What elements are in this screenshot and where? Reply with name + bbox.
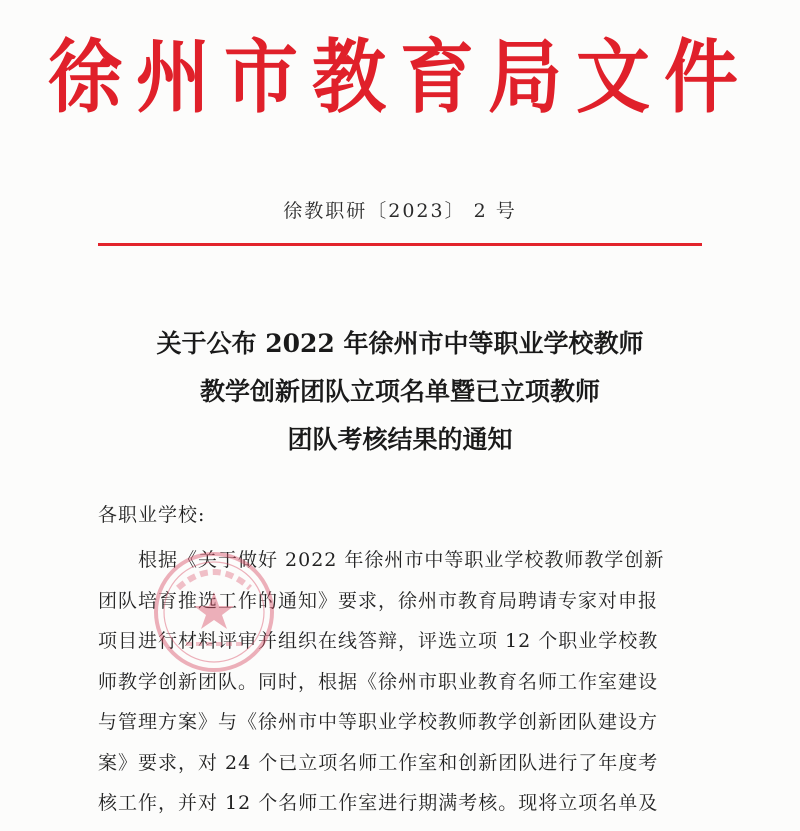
body-line: 项目进行材料评审并组织在线答辩，评选立项 12 个职业学校教 — [98, 630, 659, 652]
body-line: 师教学创新团队。同时，根据《徐州市职业教育名师工作室建设 — [98, 670, 659, 693]
body-paragraph — [98, 540, 708, 824]
red-divider — [98, 243, 702, 246]
title-line-3: 团队考核结果的通知 — [287, 425, 513, 454]
body-line: 根据《关于做好 2022 年徐州市中等职业学校教师教学创新 — [138, 549, 665, 571]
body-line: 与管理方案》与《徐州市中等职业学校教师教学创新团队建设方 — [98, 711, 659, 733]
title-line-2: 教学创新团队立项名单暨已立项教师 — [199, 377, 600, 406]
body-line: 核工作，并对 12 个名师工作室进行期满考核。现将立项名单及 — [98, 792, 659, 814]
masthead-title: 徐州市教育局文件 — [48, 31, 752, 125]
body-line: 案》要求，对 24 个已立项名师工作室和创新团队进行了年度考 — [98, 751, 659, 774]
title-line-1: 关于公布 2022 年徐州市中等职业学校教师 — [156, 329, 644, 358]
notice-title — [80, 320, 720, 464]
salutation: 各职业学校: — [98, 504, 206, 526]
body-line: 团队培育推选工作的通知》要求，徐州市教育局聘请专家对申报 — [98, 589, 659, 612]
document-number: 徐教职研〔2023〕 2 号 — [283, 200, 517, 222]
